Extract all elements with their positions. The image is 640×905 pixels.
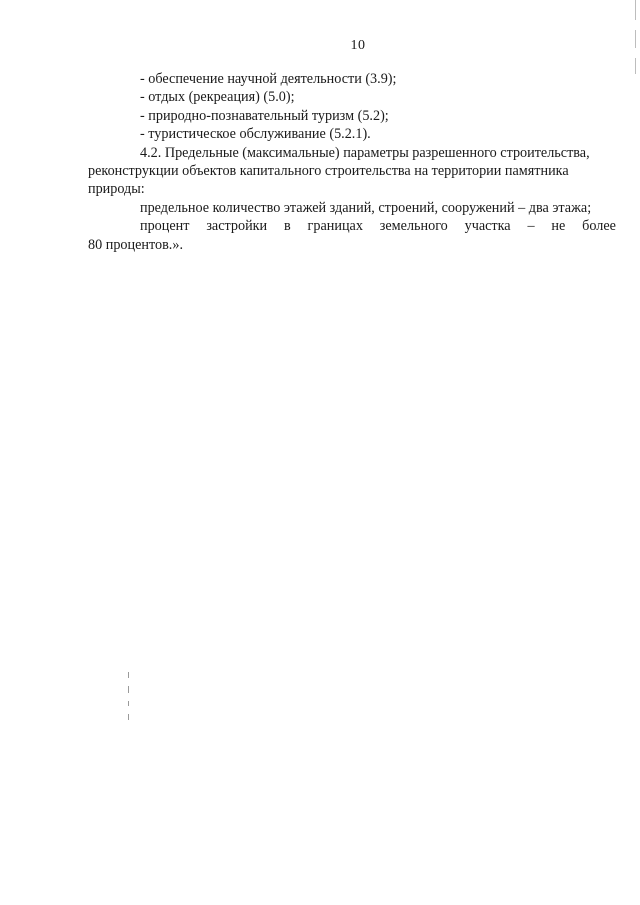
word: застройки xyxy=(206,218,268,235)
word: процент xyxy=(140,218,190,235)
list-item: - отдых (рекреация) (5.0); xyxy=(140,89,295,106)
list-item: - туристическое обслуживание (5.2.1). xyxy=(140,126,371,143)
param-floors: предельное количество этажей зданий, строений, сооружений – два этажа; xyxy=(140,199,592,216)
scan-mark xyxy=(128,701,129,706)
list-item: - природно-познавательный туризм (5.2); xyxy=(140,107,389,124)
scan-mark xyxy=(128,714,129,720)
list-item: - обеспечение научной деятельности (3.9); xyxy=(140,71,397,87)
edge-mark xyxy=(635,58,636,74)
scan-mark xyxy=(128,686,129,693)
word: участка xyxy=(464,218,511,235)
section-heading-line: 4.2. Предельные (максимальные) параметры разрешенного строительства, xyxy=(140,144,590,161)
page-number: 10 xyxy=(350,38,366,53)
word: в xyxy=(284,218,291,235)
edge-mark xyxy=(635,30,636,48)
document-body xyxy=(88,70,616,254)
word: земельного xyxy=(379,218,448,235)
section-heading-line: реконструкции объектов капитального строительства на территории памятника xyxy=(88,162,569,179)
param-density-line xyxy=(88,217,616,235)
section-heading-line: природы: xyxy=(88,181,145,198)
word: не xyxy=(551,218,566,235)
edge-mark xyxy=(635,0,636,20)
edge-marks xyxy=(635,0,638,84)
word: – xyxy=(527,218,535,235)
word: границах xyxy=(307,218,363,235)
scan-mark xyxy=(128,672,129,678)
word: более xyxy=(582,218,616,235)
param-density-end: 80 процентов.». xyxy=(88,236,183,253)
scan-marks xyxy=(128,672,132,728)
